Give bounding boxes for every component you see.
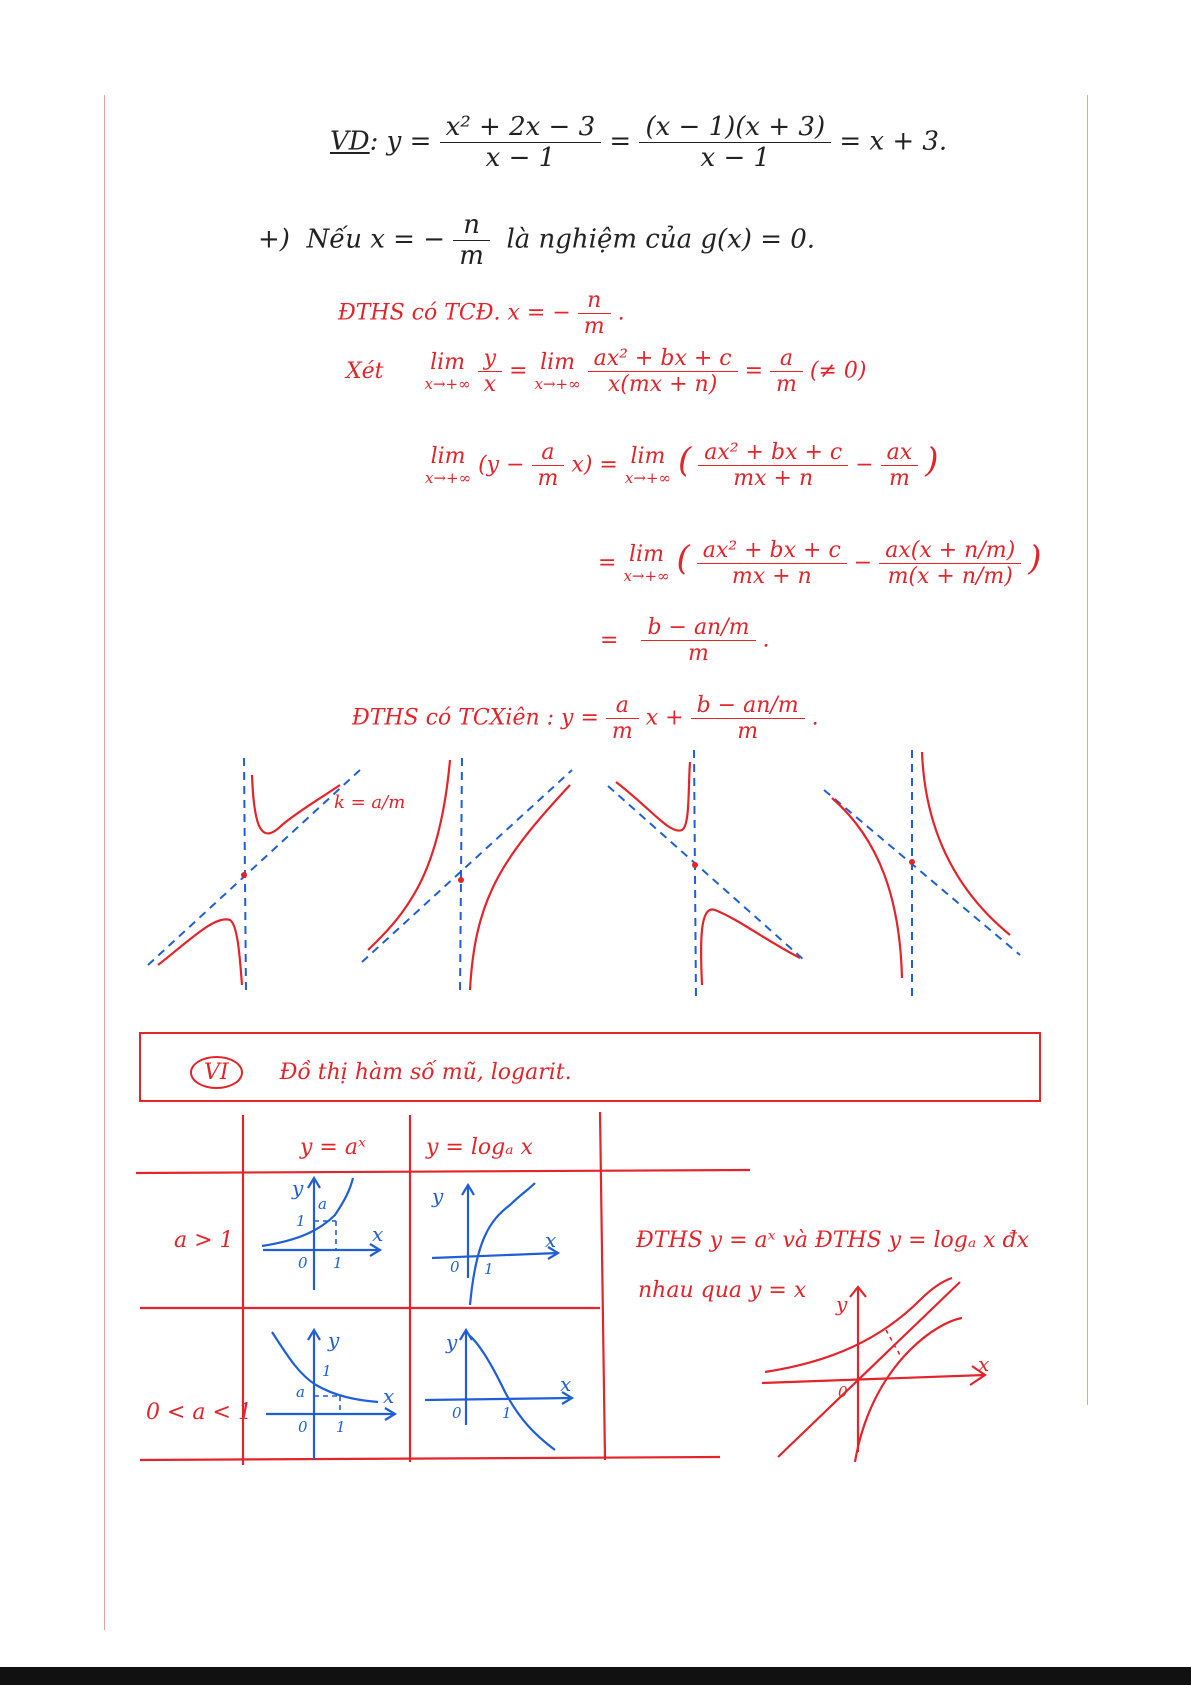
example-eq: = bbox=[609, 126, 632, 157]
g3-origin-label: 0 bbox=[298, 1418, 308, 1436]
oblique-text: ĐTHS có TCXiên : y = bbox=[352, 705, 599, 731]
section-numeral: VI bbox=[190, 1056, 243, 1089]
limit-2-a-over-m: $\frac{a}{m}$ bbox=[532, 440, 565, 491]
limit-line-4: = $\frac{b - an/m}{m}$ . bbox=[600, 615, 770, 666]
upper-branch bbox=[252, 775, 340, 833]
x-axis bbox=[762, 1375, 985, 1383]
example-lhs: y = bbox=[386, 126, 432, 157]
symmetry-note-line-2: nhau qua y = x bbox=[638, 1278, 807, 1303]
limit-3-frac-1: $\frac{\text{ax² + bx + c}}{mx + n}$ bbox=[697, 538, 847, 589]
center-point bbox=[241, 872, 247, 878]
lower-branch bbox=[158, 919, 242, 985]
example-result: = x + 3. bbox=[839, 126, 948, 157]
oblique-asymptote-dash bbox=[608, 786, 804, 960]
vertical-asymptote-text: ĐTHS có TCĐ. x = − bbox=[338, 300, 571, 326]
table-header-exp: y = aˣ bbox=[300, 1135, 366, 1160]
lim-1: lim x→+∞ bbox=[424, 350, 471, 393]
right-branch bbox=[922, 752, 1010, 935]
g1-a-label: a bbox=[318, 1195, 327, 1213]
sym-origin-label: 0 bbox=[838, 1383, 848, 1401]
table-row-a-lt-1: 0 < a < 1 bbox=[146, 1400, 252, 1425]
table-header-log: y = logₐ x bbox=[426, 1135, 533, 1160]
limit-3-frac-2: $\frac{ax(x + n/m)}{m(x + n/m)}$ bbox=[879, 538, 1021, 589]
table-row-a-gt-1: a > 1 bbox=[174, 1228, 234, 1253]
symmetry-note-line-1: ĐTHS y = aˣ và ĐTHS y = logₐ x đx bbox=[636, 1228, 1030, 1253]
vertical-asymptote-dash bbox=[694, 750, 696, 1000]
g2-one-label: 1 bbox=[484, 1260, 494, 1278]
case-text: Nếu x = − bbox=[306, 224, 445, 255]
g2-origin-label: 0 bbox=[450, 1258, 460, 1276]
vertical-asymptote-fraction: $\frac{n}{m}$ bbox=[578, 288, 611, 339]
log-decay-curve bbox=[470, 1336, 555, 1450]
left-branch bbox=[832, 798, 902, 978]
graph-log-a-gt-1 bbox=[432, 1183, 558, 1305]
a-over-m: $\frac{a}{m}$ bbox=[770, 346, 803, 397]
oblique-b-term: $\frac{b - an/m}{m}$ bbox=[691, 693, 805, 744]
g4-origin-label: 0 bbox=[452, 1404, 462, 1422]
oblique-asymptote-line: ĐTHS có TCXiên : y = $\frac{a}{m}$ x + $\frac{b - an/m}{m}$ . bbox=[352, 693, 819, 744]
g1-origin-label: 0 bbox=[298, 1254, 308, 1272]
g1-y-label: y bbox=[292, 1176, 304, 1200]
g4-y-label: y bbox=[446, 1330, 458, 1354]
g1-one-label: 1 bbox=[296, 1212, 306, 1230]
sym-x-label: x bbox=[978, 1352, 990, 1376]
g2-y-label: y bbox=[432, 1184, 444, 1208]
nonzero-note: (≠ 0) bbox=[809, 358, 867, 384]
xet-label: Xét bbox=[346, 358, 384, 384]
x-axis bbox=[425, 1398, 572, 1400]
bottom-bar bbox=[0, 1667, 1191, 1685]
log-curve bbox=[470, 1183, 535, 1305]
hyperbola-sketch-3 bbox=[608, 750, 804, 1000]
example-fraction-2: $\frac{(x - 1)(x + 3)}{x - 1}$ bbox=[639, 112, 831, 173]
right-branch bbox=[470, 785, 570, 990]
g3-one-x-label: 1 bbox=[336, 1418, 346, 1436]
g1-one-x-label: 1 bbox=[333, 1254, 343, 1272]
g1-x-label: x bbox=[372, 1222, 384, 1246]
lim-1b: lim x→+∞ bbox=[534, 350, 581, 393]
center-point bbox=[909, 859, 915, 865]
limit-line-2: lim x→+∞ (y − $\frac{a}{m}$ x) = lim x→+∞ ( $\frac{\text{ax² + bx + c}}{mx + n}$ − $\frac{ax}{m}$ ) bbox=[425, 440, 939, 491]
limit-line-3: = lim x→+∞ ( $\frac{\text{ax² + bx + c}}{mx + n}$ − $\frac{ax(x + n/m)}{m(x + n/m)}$ ) bbox=[598, 538, 1042, 589]
example-fraction-1: $\frac{\text{x² + 2x − 3}}{x - 1}$ bbox=[440, 112, 601, 173]
left-branch bbox=[368, 760, 450, 950]
vertical-asymptote-dash bbox=[460, 758, 462, 995]
y-over-x: $\frac{y}{x}$ bbox=[478, 346, 502, 397]
g4-x-label: x bbox=[560, 1372, 572, 1396]
center-point bbox=[692, 862, 698, 868]
limit-1-fraction: $\frac{\text{ax² + bx + c}}{x(mx + n)}$ bbox=[588, 346, 738, 397]
hyperbola-sketch-1 bbox=[148, 758, 360, 995]
log-curve bbox=[855, 1318, 962, 1462]
g3-x-label: x bbox=[383, 1384, 395, 1408]
section-vi-heading bbox=[190, 1056, 572, 1089]
upper-branch bbox=[616, 762, 690, 831]
case-bullet: +) bbox=[258, 224, 290, 255]
lower-branch bbox=[701, 910, 800, 985]
symmetry-sketch bbox=[762, 1278, 985, 1462]
limit-2-frac-2: $\frac{ax}{m}$ bbox=[881, 440, 919, 491]
slope-annotation: k = a/m bbox=[334, 792, 406, 813]
line-y-equals-x bbox=[778, 1282, 960, 1457]
g3-y-label: y bbox=[328, 1328, 340, 1352]
hyperbola-sketch-4 bbox=[824, 750, 1020, 1000]
lim-3: lim x→+∞ bbox=[623, 542, 670, 585]
example-equation: VD: y = $\frac{\text{x² + 2x − 3}}{x - 1}$ = $\frac{(x - 1)(x + 3)}{x - 1}$ = x + 3. bbox=[330, 112, 948, 173]
oblique-asymptote-dash bbox=[824, 790, 1020, 955]
g4-one-label: 1 bbox=[502, 1404, 512, 1422]
limit-line-1: Xét lim x→+∞ $\frac{y}{x}$ = lim x→+∞ $\frac{\text{ax² + bx + c}}{x(mx + n)}$ = $\frac{a}{m}$ (≠ 0) bbox=[346, 346, 867, 397]
g3-one-label: 1 bbox=[322, 1362, 332, 1380]
lim-2b: lim x→+∞ bbox=[624, 444, 671, 487]
limit-4-fraction: $\frac{b - an/m}{m}$ bbox=[641, 615, 755, 666]
example-label: VD bbox=[330, 126, 370, 157]
center-point bbox=[458, 877, 464, 883]
g2-x-label: x bbox=[545, 1228, 557, 1252]
oblique-a-over-m: $\frac{a}{m}$ bbox=[606, 693, 639, 744]
section-title: Đồ thị hàm số mũ, logarit. bbox=[279, 1060, 572, 1085]
g3-a-label: a bbox=[296, 1383, 305, 1401]
case-tail: là nghiệm của g(x) = 0. bbox=[506, 224, 816, 255]
vertical-asymptote-line: ĐTHS có TCĐ. x = − $\frac{n}{m}$ . bbox=[338, 288, 625, 339]
lim-2: lim x→+∞ bbox=[425, 444, 472, 487]
exp-curve bbox=[262, 1178, 353, 1246]
limit-2-frac-1: $\frac{\text{ax² + bx + c}}{mx + n}$ bbox=[698, 440, 848, 491]
sym-y-label: y bbox=[836, 1292, 848, 1316]
case-fraction: $\frac{n}{m}$ bbox=[453, 210, 490, 271]
